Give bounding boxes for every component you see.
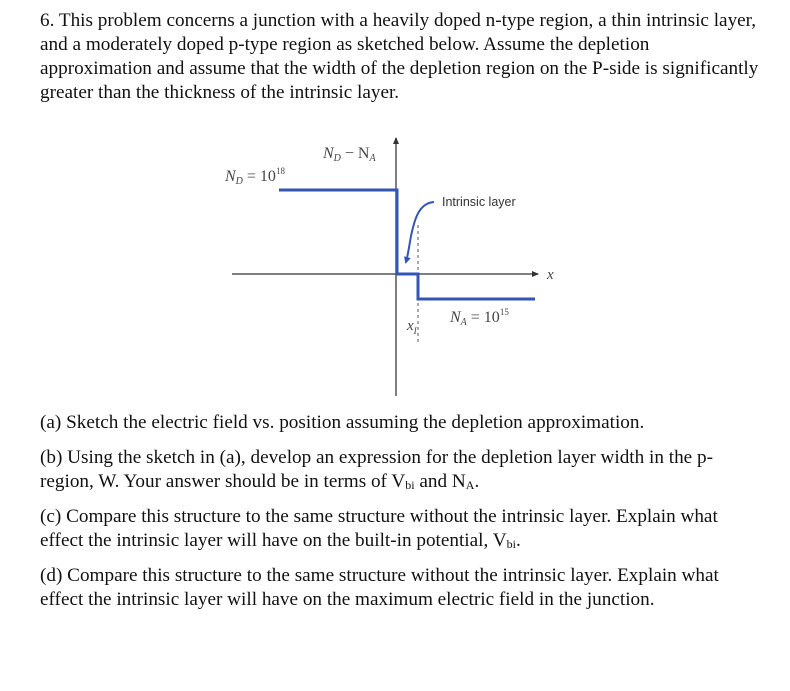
xi-label: $x_I$ xyxy=(407,318,417,336)
intrinsic-layer-label: Intrinsic layer xyxy=(442,195,516,209)
nd-doping-label: ND = $10^{18}$ xyxy=(225,166,285,187)
x-axis-label: x xyxy=(547,267,554,283)
part-d xyxy=(40,564,760,612)
part-b xyxy=(40,446,760,494)
na-subscript: A xyxy=(465,478,475,492)
part-c xyxy=(40,505,760,553)
problem-text: This problem concerns a junction with a heavily doped n-type region, a thin intrinsic layer, and a moderately doped p-type region as sketched below. Assume the depletion approximation and assume that the width of the depletion region on the P-side is significantly greater than the thickness of the intrinsic layer. xyxy=(40,10,759,103)
part-c-text: (c) Compare this structure to the same structure without the intrinsic layer. Explain what effect the intrinsic layer will have on the built-in potential, V xyxy=(40,506,718,551)
part-b-end: . xyxy=(474,471,480,492)
vbi-subscript: bi xyxy=(506,537,516,551)
part-a xyxy=(40,411,760,435)
y-axis-label: ND − NA xyxy=(323,145,376,164)
question-parts xyxy=(40,411,760,623)
na-doping-label: NA = $10^{15}$ xyxy=(450,307,509,328)
vbi-subscript: bi xyxy=(405,478,415,492)
part-c-end: . xyxy=(515,530,521,551)
part-b-text: (b) Using the sketch in (a), develop an expression for the depletion layer width in the p-region, W. Your answer should be in terms of V xyxy=(40,447,713,492)
part-d-text: (d) Compare this structure to the same structure without the intrinsic layer. Explain what effect the intrinsic layer will have on the maximum electric field in the junction. xyxy=(40,565,719,610)
intrinsic-layer-pointer-icon xyxy=(406,202,434,262)
part-a-text: (a) Sketch the electric field vs. position assuming the depletion approximation. xyxy=(40,412,645,433)
part-b-mid: and N xyxy=(414,471,466,492)
problem-number: 6. xyxy=(40,10,55,31)
